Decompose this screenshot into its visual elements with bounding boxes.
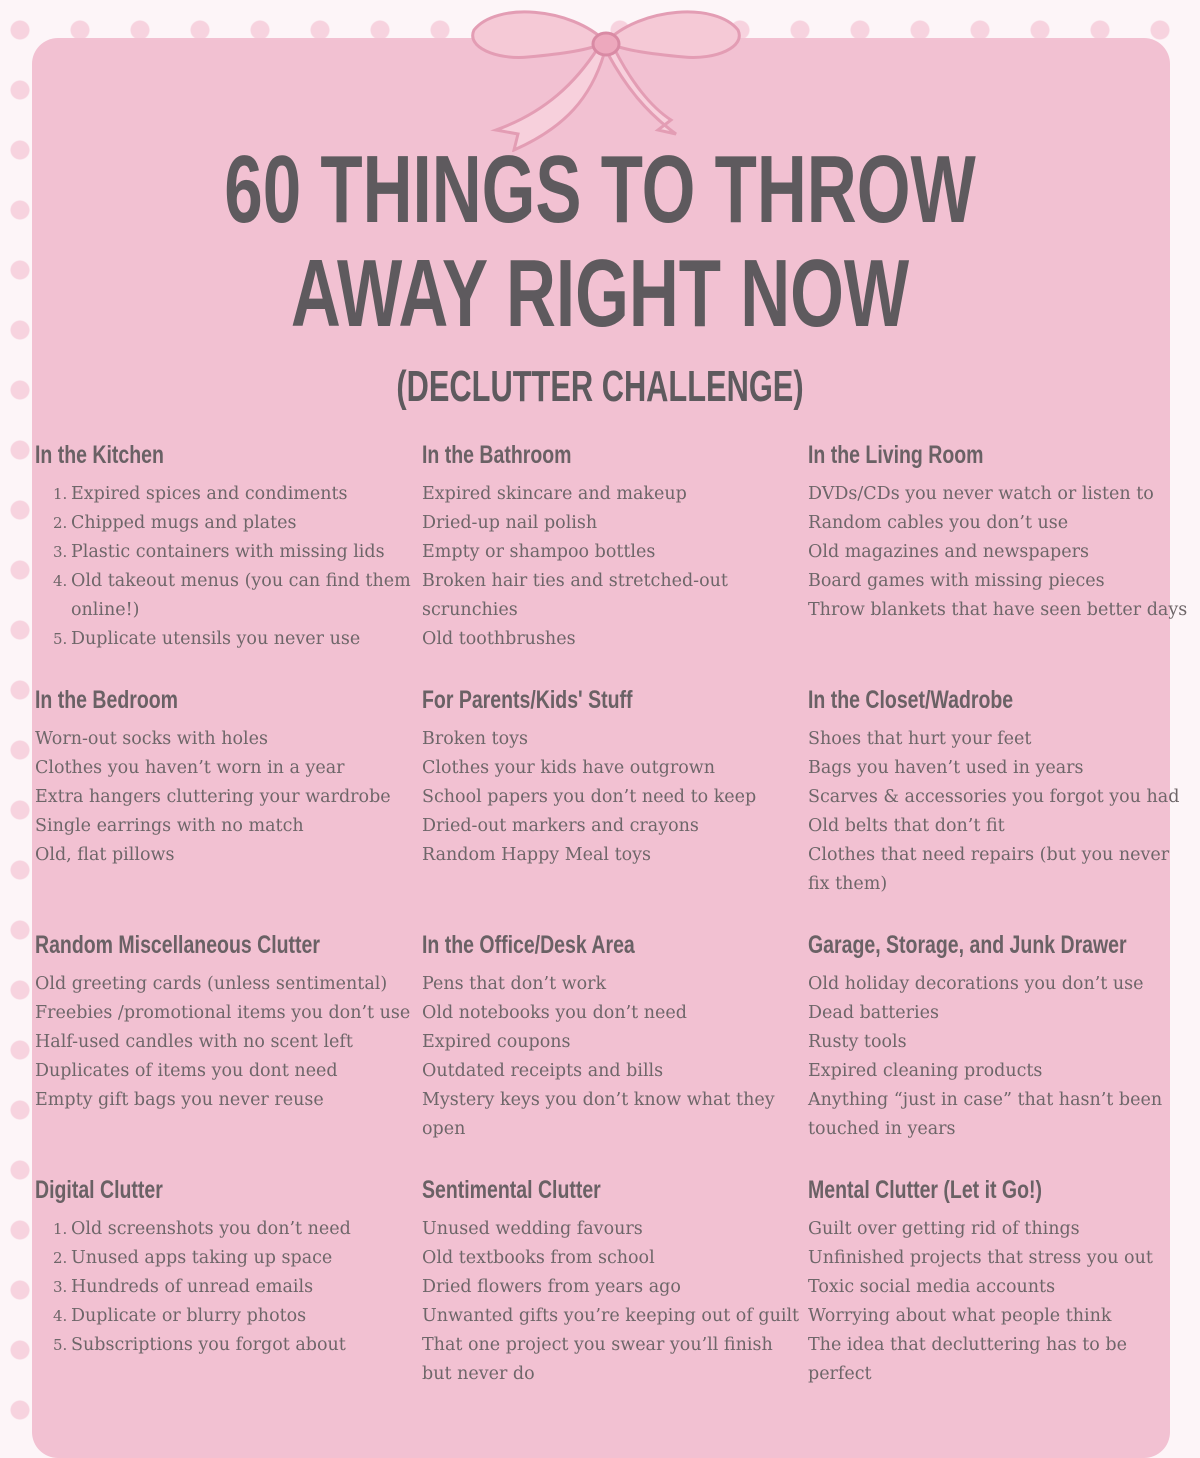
- section-digital: [35, 1175, 420, 1360]
- list-item: Old, flat pillows: [35, 845, 175, 865]
- list-item: Duplicates of items you dont need: [35, 1061, 338, 1081]
- list-item: Extra hangers cluttering your wardrobe: [35, 787, 391, 807]
- section-heading: In the Living Room: [808, 441, 984, 469]
- list-item: Old holiday decorations you don’t use: [808, 974, 1144, 994]
- list-item: Old magazines and newspapers: [808, 542, 1089, 562]
- list-item: Broken hair ties and stretched-out scrunchies: [422, 571, 728, 620]
- section-kitchen: [35, 440, 420, 654]
- section-closet: [808, 685, 1193, 899]
- list-item: Pens that don’t work: [422, 974, 607, 994]
- section-office: [422, 930, 807, 1144]
- section-heading: Garage, Storage, and Junk Drawer: [808, 931, 1127, 959]
- section-heading: In the Office/Desk Area: [422, 931, 635, 959]
- list-item: Guilt over getting rid of things: [808, 1219, 1080, 1239]
- section-mental: [808, 1175, 1193, 1389]
- list-item: Unused wedding favours: [422, 1219, 643, 1239]
- list-item: DVDs/CDs you never watch or listen to: [808, 484, 1154, 504]
- list-item: 2. Chipped mugs and plates: [53, 513, 297, 533]
- list-item: Random cables you don’t use: [808, 513, 1069, 533]
- list-item: That one project you swear you’ll finish but never do: [422, 1335, 773, 1384]
- list-item: Unfinished projects that stress you out: [808, 1248, 1153, 1268]
- list-item: 1. Expired spices and condiments: [53, 484, 348, 504]
- ribbon-bow-icon: [466, 2, 746, 152]
- list-item: 1. Old screenshots you don’t need: [53, 1219, 351, 1239]
- list-item: School papers you don’t need to keep: [422, 787, 757, 807]
- list-item: Old greeting cards (unless sentimental): [35, 974, 388, 994]
- page-title-line-1: 60 THINGS TO THROW: [224, 136, 976, 243]
- list-item: Expired cleaning products: [808, 1061, 1043, 1081]
- list-item: 3. Plastic containers with missing lids: [53, 542, 385, 562]
- list-item: Shoes that hurt your feet: [808, 729, 1032, 749]
- section-living-room: [808, 440, 1193, 625]
- list-item: Random Happy Meal toys: [422, 845, 652, 865]
- list-item: Unwanted gifts you’re keeping out of guilt: [422, 1306, 800, 1326]
- section-bathroom: [422, 440, 807, 654]
- list-item: Dead batteries: [808, 1003, 939, 1023]
- list-item: Dried-up nail polish: [422, 513, 598, 533]
- list-item: Rusty tools: [808, 1032, 907, 1052]
- list-item: Outdated receipts and bills: [422, 1061, 664, 1081]
- list-item: 4. Old takeout menus (you can find them online!): [53, 571, 411, 620]
- list-item: 3. Hundreds of unread emails: [53, 1277, 314, 1297]
- list-item: Expired skincare and makeup: [422, 484, 687, 504]
- list-item: 2. Unused apps taking up space: [53, 1248, 333, 1268]
- list-item: Single earrings with no match: [35, 816, 304, 836]
- list-item: Dried flowers from years ago: [422, 1277, 681, 1297]
- list-item: Throw blankets that have seen better days: [808, 600, 1188, 620]
- list-item: Bags you haven’t used in years: [808, 758, 1084, 778]
- section-heading: Sentimental Clutter: [422, 1176, 601, 1204]
- list-item: Dried-out markers and crayons: [422, 816, 699, 836]
- list-item: The idea that decluttering has to be perfect: [808, 1335, 1127, 1384]
- list-item: 5. Duplicate utensils you never use: [53, 629, 361, 649]
- section-misc: [35, 930, 420, 1115]
- section-sentimental: [422, 1175, 807, 1389]
- list-item: Clothes your kids have outgrown: [422, 758, 715, 778]
- section-heading: In the Bedroom: [35, 686, 179, 714]
- list-item: Broken toys: [422, 729, 528, 749]
- page-title-line-2: AWAY RIGHT NOW: [290, 240, 910, 347]
- list-item: Scarves & accessories you forgot you had: [808, 787, 1180, 807]
- section-heading: Mental Clutter (Let it Go!): [808, 1176, 1042, 1204]
- list-item: Worrying about what people think: [808, 1306, 1112, 1326]
- list-item: Mystery keys you don’t know what they open: [422, 1090, 775, 1139]
- section-heading: For Parents/Kids' Stuff: [422, 686, 633, 714]
- list-item: Old textbooks from school: [422, 1248, 655, 1268]
- section-bedroom: [35, 685, 420, 870]
- list-item: Clothes you haven’t worn in a year: [35, 758, 345, 778]
- list-item: Empty or shampoo bottles: [422, 542, 656, 562]
- section-garage: [808, 930, 1193, 1144]
- list-item: Old notebooks you don’t need: [422, 1003, 687, 1023]
- list-item: Anything “just in case” that hasn’t been touched in years: [808, 1090, 1163, 1139]
- list-item: Old belts that don’t fit: [808, 816, 1005, 836]
- list-item: 5. Subscriptions you forgot about: [53, 1335, 346, 1355]
- list-item: Empty gift bags you never reuse: [35, 1090, 324, 1110]
- list-item: 4. Duplicate or blurry photos: [53, 1306, 307, 1326]
- page-subtitle: (DECLUTTER CHALLENGE): [396, 362, 804, 411]
- section-heading: Digital Clutter: [35, 1176, 163, 1204]
- list-item: Toxic social media accounts: [808, 1277, 1056, 1297]
- list-item: Worn-out socks with holes: [35, 729, 268, 749]
- section-parents-kids: [422, 685, 807, 870]
- section-heading: Random Miscellaneous Clutter: [35, 931, 320, 959]
- list-item: Expired coupons: [422, 1032, 571, 1052]
- section-heading: In the Bathroom: [422, 441, 572, 469]
- list-item: Old toothbrushes: [422, 629, 576, 649]
- list-item: Half-used candles with no scent left: [35, 1032, 353, 1052]
- section-heading: In the Closet/Wadrobe: [808, 686, 1014, 714]
- list-item: Freebies /promotional items you don’t use: [35, 1003, 411, 1023]
- list-item: Board games with missing pieces: [808, 571, 1105, 591]
- section-heading: In the Kitchen: [35, 441, 164, 469]
- list-item: Clothes that need repairs (but you never fix them): [808, 845, 1170, 894]
